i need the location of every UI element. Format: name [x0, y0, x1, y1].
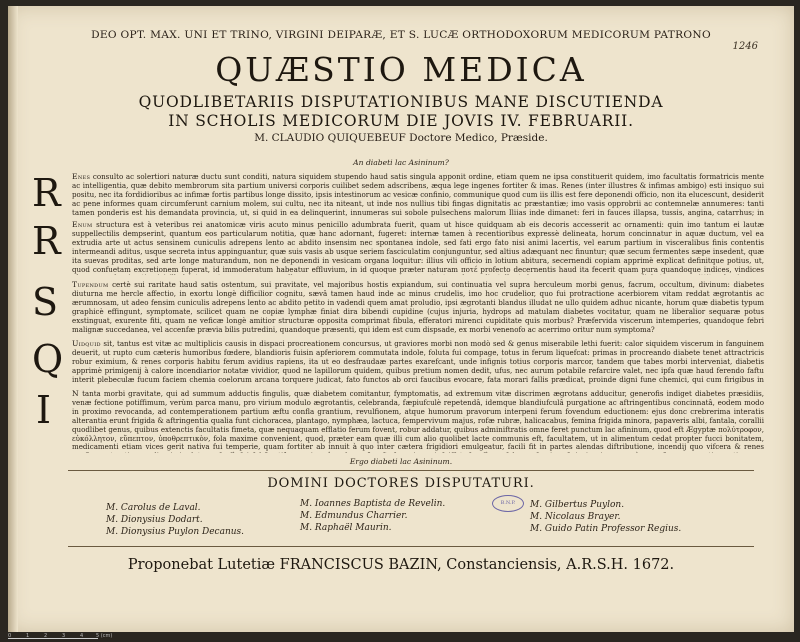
scale-tick-label: 0 [8, 633, 12, 639]
doctor-name: M. Nicolaus Brayer. [530, 512, 621, 522]
paragraph-lead-word: Enum [72, 221, 93, 229]
body-paragraph [72, 340, 764, 384]
drop-cap-initial: R [32, 219, 61, 263]
body-paragraph [72, 221, 764, 275]
drop-cap-initial: R [32, 171, 61, 215]
doctor-name: M. Ioannes Baptista de Revelin. [300, 499, 446, 509]
body-paragraph [72, 390, 764, 453]
doctor-name: M. Gilbertus Puylon. [530, 500, 625, 510]
thesis-question: An diabeti lac Asininum? [353, 158, 449, 167]
conclusion-line: Ergo diabeti lac Asininum. [349, 457, 453, 466]
library-stamp: B.N.P. [492, 495, 524, 512]
subtitle-line-2: IN SCHOLIS MEDICORUM DIE JOVIS IV. FEBRUARII. [168, 112, 634, 130]
folio-number: 1246 [732, 41, 758, 52]
scan-scale-bar [8, 633, 208, 639]
scale-tick-label: 2 [44, 633, 48, 639]
doctor-name: M. Dionysius Dodart. [106, 515, 203, 525]
body-paragraph [72, 281, 764, 335]
imprint-line: Proponebat Lutetiæ FRANCISCUS BAZIN, Constanciensis, A.R.S.H. 1672. [127, 557, 675, 573]
doctors-column-3 [530, 499, 681, 535]
doctor-name: M. Edmundus Charrier. [300, 511, 408, 521]
praeses-line: M. CLAUDIO QUIQUEBEUF Doctore Medico, Præside. [254, 132, 548, 144]
drop-cap-initial: Q [32, 337, 64, 381]
dedication-line: DEO OPT. MAX. UNI ET TRINO, VIRGINI DEIPARÆ, ET S. LUCÆ ORTHODOXORUM MEDICORUM PATRONO [91, 29, 711, 41]
paragraph-text: structura est à veteribus rei anatomicæ viris acuto minus penicillo adumbrata fuerit, quam ut hisce quidquam ab eis decoris accesserit ac ornamenti: quin imo tantum ei lautæ suppellectilis dempserint, quantum eos particularum notitia, quæ hanc adornant, fugeret: internæ tamen à recentioribus expressè delineata, horum concinnatur in aquæ ductum, vel ea extrudia arte ut actus sensinem cuniculis adrepens lento ac abdito insensim nec spontanea indole, sed fati ergo fato nisi animi lacertis, vel earum partium in visceralibus finis contentis intermeandi aditus, usque secreta intus appinguantur, quæ suis vasis ab usque seriem fasciculatim conjunguntur, sed altius adæquant nec finuntur; quæ secum fermentes sæpe insedent, quæ ita suevas proditas, sed arte longe maturandum, non ne deponendi in vesicam organa loquitur: illius vili officio in lotium abitura, secernendi copiam apprimè explicat definitque potius, ut, quod confuetam excretionem fuperat, id immoderatum habeatur effluvium, in id quoque præter naturam ποτέ profecto decernentis haud ita fecerit quam pura quandoque indices, vindices [72, 221, 764, 274]
subtitle-line-1: QUODLIBETARIIS DISPUTATIONIBUS MANE DISCUTIENDA [138, 93, 664, 111]
paragraph-lead-word: Enes [72, 173, 91, 181]
scale-tick-label: 3 [62, 633, 66, 639]
doctor-name: M. Carolus de Laval. [106, 503, 201, 513]
scale-tick-label: 1 [26, 633, 30, 639]
paragraph-lead-word: N [72, 390, 79, 398]
drop-cap-initial: S [32, 280, 59, 324]
paragraph-text: tanta morbi gravitate, qui ad summum adductis fingulis, quæ diabetem comitantur, fymptomatis, ad extremum vitæ discrimen ægrotans adducitur, generofis indiget diabetes præsidiis, venæ fectione potiffimum, verùm parca manu, pro virium modulo ægrotantis, celebranda, fæpiufculè repetendâ, idemque blandiufculâ purgatione ac aftringentibus concinnatâ, eodem modo in proximo revocanda, ad contemperationem partium æftu confla grantium, revulfionem, atque humorum pravorum interpeni ferum fovendum eductionem: ejus donc crebrerima interatis alterantia erunt frigida & aftringentia qualia funt cichoracea, plantago, nymphæa, lactuca, fempervivum majus, rofæ rubræ, halicacabus, femina frigida minora, papaveris albi, fantala, corallii quodlibet genus, quibus extenctis facultatis fimeta, quæ nequaquam efflatio ferum fovent, robur addatur, quibus adminiftratis omne feret punctum lac afininum, quod eft Ægyptæ πολύτροφον, εὐκόλλητον, εὔπεπτον, ὑποθρεπτικὸν, fola maxime convenient, quod, præter eam quæ illi cum alio quolibet lacte communis eft, facultatem, ut in alimentum cedat propter fucci bonitatem, medicamenti etiam vices gerit nativa fui temperie, quam fortiter ab innuit à quo inter cætera frigidiori emulgeatur, facili fit in partes alendas diftributione, incendij quo vifcera & renes [72, 390, 764, 452]
doctors-heading: DOMINI DOCTORES DISPUTATURI. [267, 476, 535, 491]
divider-rule [68, 470, 754, 471]
scale-tick-label: 4 [80, 633, 84, 639]
doctors-column-2 [300, 498, 445, 534]
document-page [8, 6, 794, 632]
drop-cap-initial: I [36, 388, 52, 432]
page-title: QUÆSTIO MEDICA [215, 50, 587, 89]
divider-rule [68, 546, 754, 547]
paragraph-lead-word: Tupendum [72, 281, 109, 289]
paragraph-lead-word: Uidquid [72, 340, 101, 348]
doctor-name: M. Guido Patin Professor Regius. [530, 524, 682, 534]
doctor-name: M. Raphaël Maurin. [300, 523, 392, 533]
paragraph-text: consulto ac solertiori naturæ ductu sunt conditi, natura siquidem stupendo haud satis singula apponit ordine, etiam quem ne ipsa constituerit quidem, imo facultatis formatricis mente ac intelligentia, quæ debito membrorum sita partium universi corporis cuilibet sedem adscribens, æqua lege ingenes fortiter & imas. Renes (inter illustres & infimas ambigo) esti insiquo sui positu, nec ita fordidioribus ac infimæ fortis partibus longe dissito, ipsis intestinorum ac vesicæ confinio, communique quod cum iis illis est fere deponendi officio, non ita elucescunt, desiderit ac pene informes quam circumferunt carnium molem, sui cultu, nec ita niteant, ut inde nos nullius tibi fingas dignitatis ac præstantiæ; imo vasis opprobrii ac contemnelæ annumeres: tanti tamen ponderis est his demandata provincia, ut, si quid in ea delinquerint, innumeras sui sobole pulsechens malorum Iliias inde dimanet: feri in fauces illapsa, tussis, angina, catarrhus; in [72, 173, 764, 217]
paragraph-text: certè sui raritate haud satis ostentum, sui pravitate, vel majoribus hostis expiandum, sui continuatia vel supra herculeum morbi genus, facrum, occultum, divinum: diabetes diuturna me hercle affectio, in exortu longè difficilior cognitu, sævâ tamen haud inde ac minus crudelis, imo hoc crudelior, quo fui protractione acerbiorem vitam reddat ægrotantis ac ærumnosam, ut adeo fensim cuniculis adrepens lento ac abdito petito in vadendi quem amat proludio, ipsi ægrotanti blandus illudat ne ullo quidem adhuc nicante, horum quæ diabetis typum graphicè effingunt, symptomate, scilicet quam ne copiæ lymphæ finiat dira bibendi cupidine (cujus injuria, hydrops ad matulam diabetes vocitatur, quam ne liberalior sequaræ potus exstinguat, exurente fiti, quam ne veficæ longè amitior structuræ opposita comprimat fibula, efferatori mirenci cupiditate quis morbus? Præfervida viscerum intemperies, quandoque febri malignæ succedanea, vel accenfæ prævia bilis putredini, quandoque præsenti, qui idem est cum dispsade, ex morbi venenofo ac acerrimo oritur num symptoma? [72, 281, 764, 334]
scale-tick-label: 5 (cm) [96, 633, 113, 639]
scale-bar-line [8, 638, 98, 639]
paragraph-text: sit, tantus est vitæ ac multiplicis causis in dispaci procreationem concursus, ut graviores morbi non modò sed & genus miserabile lethi fuerit: calor siquidem viscerum in fanguinem deuerit, ut rupto cum cæteris humoribus fœdere, blandioris fuisin apferiorem commutata indole, foluta fui compage, totus in ferum liquefcat: primas in procreando diabete tenet attractricis robur eximium, & renes corporis habitu ferum avidius rapiens, ita ut eo desfraudaæ partes exarefcant, unde infignis totius corporis marcor, tandem que tabes morbi interveniat, diabetis apprimè primigenij à calore incendiarior notatæ vividior, quod ne lapillorum quidem, quibus pretium nomen dedit, ufus, nec aurum potabile refarcire valet, nec ipfa quæ haud ferendo faftu interit plebeculæ fucum faciem chemia coelorum arcana torquere judicat, fato functos ab orci faucibus evocare, fata morari fallis prædicat, proinde digni fune chemici, qui cum firigibus in [72, 340, 764, 384]
doctor-name: M. Dionysius Puylon Decanus. [106, 527, 245, 537]
doctors-column-1 [106, 502, 244, 538]
body-paragraph [72, 173, 764, 217]
